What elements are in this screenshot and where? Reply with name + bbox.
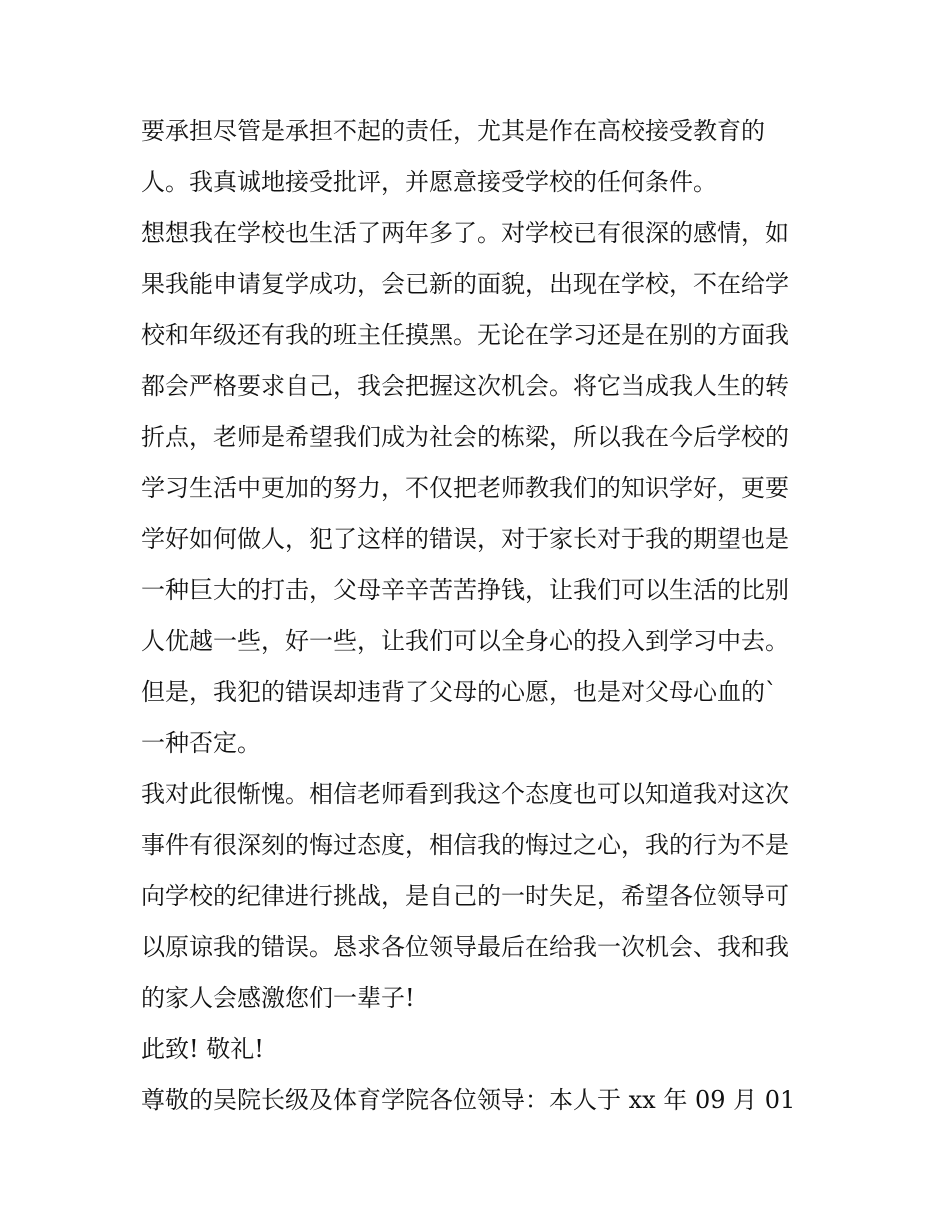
text-line-18: 的家人会感激您们一辈子! xyxy=(141,984,415,1012)
text-line-2: 人。我真诚地接受批评，并愿意接受学校的任何条件。 xyxy=(141,168,717,196)
text-line-5: 校和年级还有我的班主任摸黑。无论在学习还是在别的方面我 xyxy=(141,321,789,349)
text-line-11: 人优越一些，好一些，让我们可以全身心的投入到学习中去。 xyxy=(141,627,789,655)
text-line-6: 都会严格要求自己，我会把握这次机会。将它当成我人生的转 xyxy=(141,372,789,400)
text-line-1: 要承担尽管是承担不起的责任，尤其是作在高校接受教育的 xyxy=(141,117,765,145)
text-line-3: 想想我在学校也生活了两年多了。对学校已有很深的感情，如 xyxy=(141,219,789,247)
text-line-19: 此致! 敬礼! xyxy=(141,1035,264,1063)
text-line-14: 我对此很惭愧。相信老师看到我这个态度也可以知道我对这次 xyxy=(141,780,789,808)
text-line-15: 事件有很深刻的悔过态度，相信我的悔过之心，我的行为不是 xyxy=(141,831,789,859)
text-line-4: 果我能申请复学成功，会已新的面貌，出现在学校，不在给学 xyxy=(141,270,789,298)
text-line-13: 一种否定。 xyxy=(141,729,261,757)
text-line-10: 一种巨大的打击，父母辛辛苦苦挣钱，让我们可以生活的比别 xyxy=(141,576,789,604)
text-line-17: 以原谅我的错误。恳求各位领导最后在给我一次机会、我和我 xyxy=(141,933,789,961)
text-line-16: 向学校的纪律进行挑战，是自己的一时失足，希望各位领导可 xyxy=(141,882,789,910)
text-line-7: 折点，老师是希望我们成为社会的栋梁，所以我在今后学校的 xyxy=(141,423,789,451)
body-text xyxy=(141,106,821,1126)
text-line-12: 但是，我犯的错误却违背了父母的心愿，也是对父母心血的` xyxy=(141,678,777,706)
text-line-20: 尊敬的吴院长级及体育学院各位领导：本人于 xx 年 09 月 01 xyxy=(141,1086,796,1114)
text-line-8: 学习生活中更加的努力，不仅把老师教我们的知识学好，更要 xyxy=(141,474,789,502)
text-line-9: 学好如何做人，犯了这样的错误，对于家长对于我的期望也是 xyxy=(141,525,789,553)
